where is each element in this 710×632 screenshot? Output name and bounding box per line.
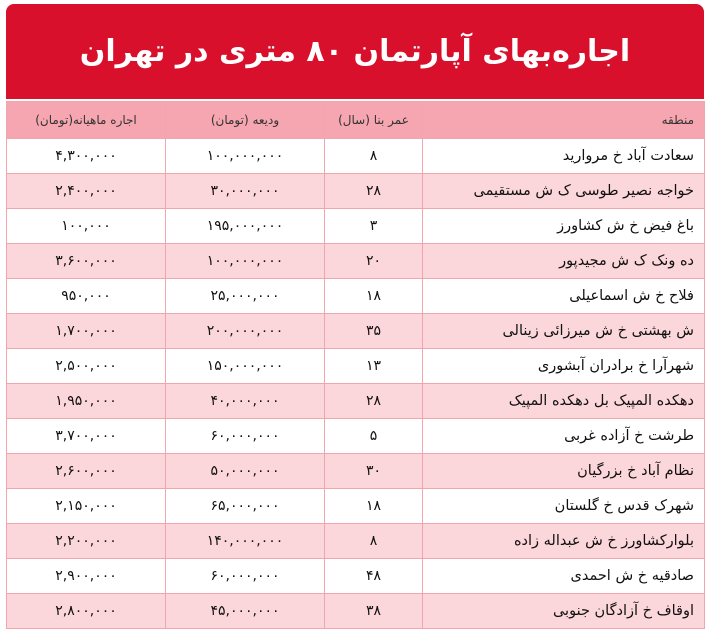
cell-rent: ۱,۹۵۰,۰۰۰ [7,384,166,419]
cell-region: باغ فیض خ ش کشاورز [423,209,705,244]
cell-deposit: ۴۰,۰۰۰,۰۰۰ [166,384,325,419]
cell-age: ۲۸ [325,384,423,419]
cell-rent: ۲,۸۰۰,۰۰۰ [7,594,166,629]
column-header-rent: اجاره ماهیانه(تومان) [7,102,166,139]
cell-deposit: ۴۵,۰۰۰,۰۰۰ [166,594,325,629]
column-header-deposit: ودیعه (تومان) [166,102,325,139]
page-title: اجاره‌بهای آپارتمان ۸۰ متری در تهران [79,34,631,69]
cell-rent: ۲,۲۰۰,۰۰۰ [7,524,166,559]
cell-age: ۴۸ [325,559,423,594]
cell-region: اوقاف خ آزادگان جنوبی [423,594,705,629]
table-row [7,139,705,174]
table-body [7,139,705,629]
cell-rent: ۲,۱۵۰,۰۰۰ [7,489,166,524]
cell-deposit: ۱۰۰,۰۰۰,۰۰۰ [166,244,325,279]
cell-region: بلوارکشاورز خ ش عبداله زاده [423,524,705,559]
cell-rent: ۳,۶۰۰,۰۰۰ [7,244,166,279]
cell-age: ۳ [325,209,423,244]
title-banner [6,4,704,99]
cell-region: طرشت خ آزاده غربی [423,419,705,454]
cell-region: ش بهشتی خ ش میرزائی زینالی [423,314,705,349]
table-row [7,384,705,419]
cell-rent: ۱۰۰,۰۰۰ [7,209,166,244]
cell-age: ۱۸ [325,489,423,524]
cell-deposit: ۲۵,۰۰۰,۰۰۰ [166,279,325,314]
cell-deposit: ۳۰,۰۰۰,۰۰۰ [166,174,325,209]
cell-age: ۳۵ [325,314,423,349]
cell-deposit: ۱۰۰,۰۰۰,۰۰۰ [166,139,325,174]
cell-rent: ۲,۴۰۰,۰۰۰ [7,174,166,209]
table-row [7,454,705,489]
cell-region: سعادت آباد خ مروارید [423,139,705,174]
cell-region: شهرک قدس خ گلستان [423,489,705,524]
cell-region: شهرآرا خ برادران آبشوری [423,349,705,384]
cell-region: نظام آباد خ بزرگیان [423,454,705,489]
table-row [7,594,705,629]
cell-region: صادقیه خ ش احمدی [423,559,705,594]
cell-rent: ۲,۵۰۰,۰۰۰ [7,349,166,384]
cell-age: ۱۸ [325,279,423,314]
table-row [7,349,705,384]
table-row [7,524,705,559]
cell-region: خواجه نصیر طوسی ک ش مستقیمی [423,174,705,209]
cell-rent: ۲,۶۰۰,۰۰۰ [7,454,166,489]
cell-rent: ۹۵۰,۰۰۰ [7,279,166,314]
cell-rent: ۴,۳۰۰,۰۰۰ [7,139,166,174]
cell-deposit: ۵۰,۰۰۰,۰۰۰ [166,454,325,489]
table-row [7,419,705,454]
cell-rent: ۳,۷۰۰,۰۰۰ [7,419,166,454]
cell-region: فلاح خ ش اسماعیلی [423,279,705,314]
table-row [7,489,705,524]
cell-deposit: ۱۹۵,۰۰۰,۰۰۰ [166,209,325,244]
cell-deposit: ۱۵۰,۰۰۰,۰۰۰ [166,349,325,384]
cell-region: ده ونک ک ش مجیدپور [423,244,705,279]
table-header-row [7,102,705,139]
cell-age: ۸ [325,524,423,559]
table-row [7,244,705,279]
cell-age: ۵ [325,419,423,454]
cell-age: ۸ [325,139,423,174]
cell-age: ۲۰ [325,244,423,279]
cell-region: دهکده المپیک بل دهکده المپیک [423,384,705,419]
cell-deposit: ۱۴۰,۰۰۰,۰۰۰ [166,524,325,559]
cell-deposit: ۶۵,۰۰۰,۰۰۰ [166,489,325,524]
table-row [7,559,705,594]
table-row [7,314,705,349]
cell-rent: ۱,۷۰۰,۰۰۰ [7,314,166,349]
table-row [7,174,705,209]
table-row [7,279,705,314]
column-header-region: منطقه [423,102,705,139]
cell-deposit: ۲۰۰,۰۰۰,۰۰۰ [166,314,325,349]
rent-table [6,101,705,629]
cell-age: ۱۳ [325,349,423,384]
cell-age: ۳۸ [325,594,423,629]
cell-age: ۳۰ [325,454,423,489]
column-header-age: عمر بنا (سال) [325,102,423,139]
cell-deposit: ۶۰,۰۰۰,۰۰۰ [166,559,325,594]
cell-age: ۲۸ [325,174,423,209]
cell-deposit: ۶۰,۰۰۰,۰۰۰ [166,419,325,454]
cell-rent: ۲,۹۰۰,۰۰۰ [7,559,166,594]
table-row [7,209,705,244]
